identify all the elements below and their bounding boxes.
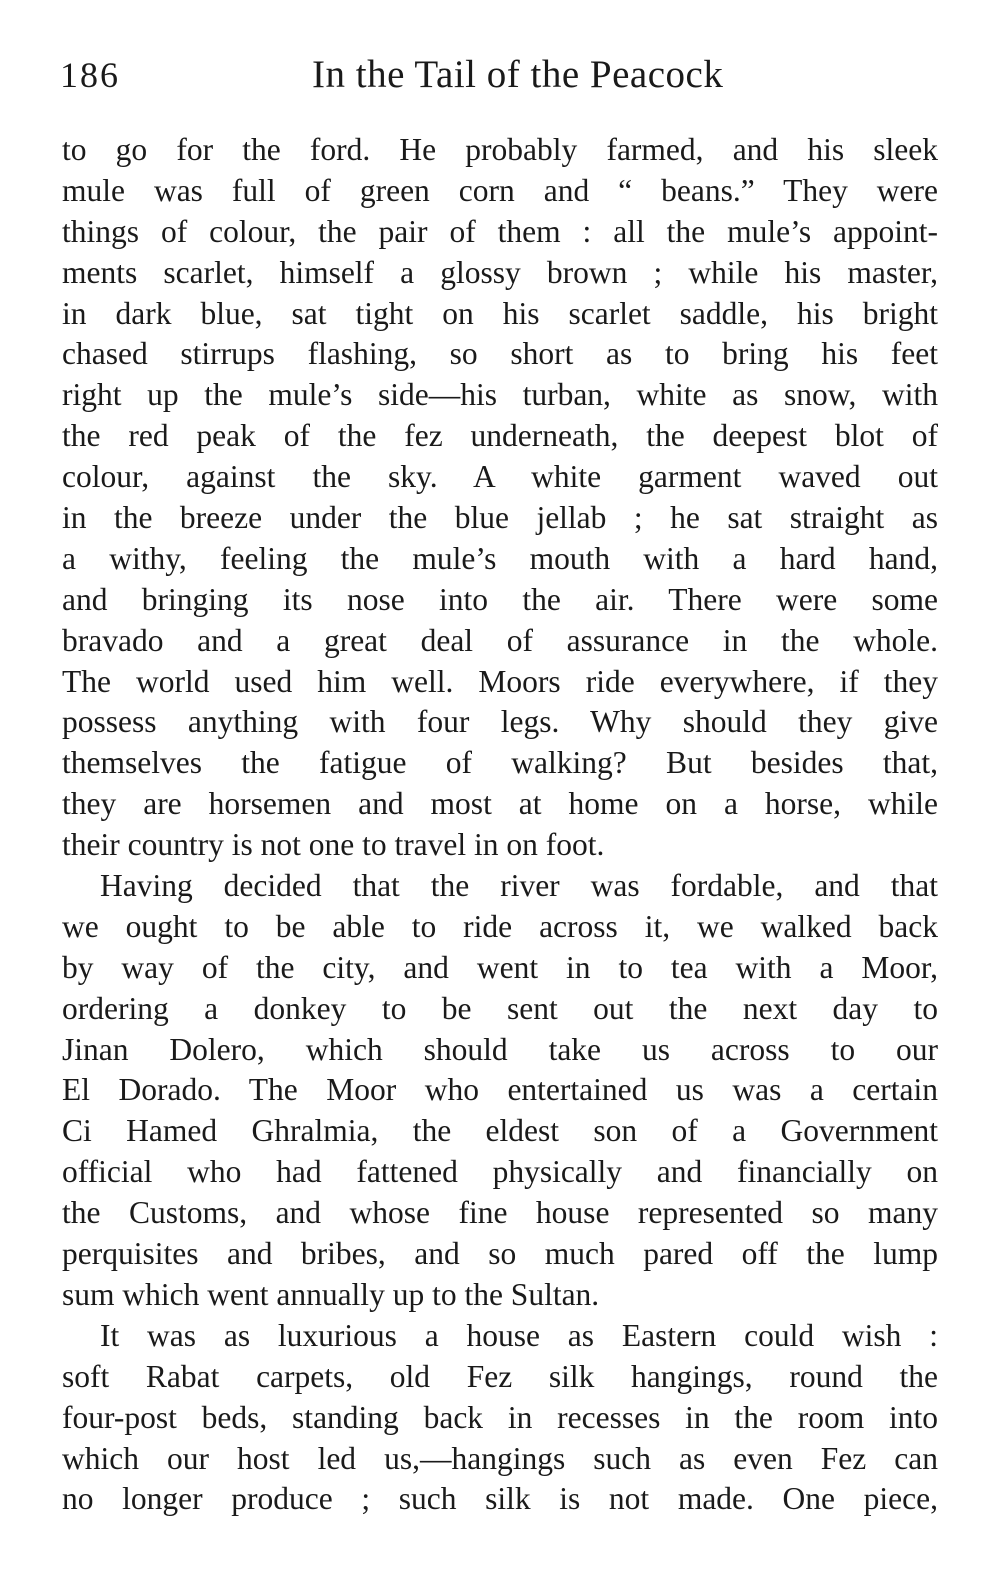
text-line: themselves the fatigue of walking? But besides that, [62,745,938,781]
text-line: which our host led us,—hangings such as even Fez can [62,1440,938,1476]
running-title: In the Tail of the Peacock [312,53,724,96]
body-text [62,130,938,1520]
text-line: right up the mule’s side—his turban, white as snow, with [62,377,938,413]
text-line: we ought to be able to ride across it, we walked back [62,908,938,944]
text-line: Ci Hamed Ghralmia, the eldest son of a Government [62,1113,938,1149]
text-line: ordering a donkey to be sent out the next day to [62,990,938,1026]
text-line: their country is not one to travel in on foot. [62,827,605,863]
text-line: the Customs, and whose fine house represented so many [62,1195,938,1231]
text-line: It was as luxurious a house as Eastern could wish : [100,1317,938,1353]
text-line: to go for the ford. He probably farmed, and his sleek [62,132,938,167]
text-line: possess anything with four legs. Why should they give [62,704,938,740]
text-line: El Dorado. The Moor who entertained us was a certain [62,1072,938,1108]
text-line: official who had fattened physically and financially on [62,1154,938,1190]
page-header [56,48,944,104]
text-line: bravado and a great deal of assurance in the whole. [62,622,938,658]
text-line: no longer produce ; such silk is not made. One piece, [62,1481,938,1517]
text-line: by way of the city, and went in to tea with a Moor, [62,949,938,985]
text-line: Jinan Dolero, which should take us across to our [62,1031,938,1067]
text-line: and bringing its nose into the air. There were some [62,581,938,617]
text-line: a withy, feeling the mule’s mouth with a hard hand, [62,540,938,576]
text-line: in the breeze under the blue jellab ; he sat straight as [62,500,938,536]
text-line: soft Rabat carpets, old Fez silk hangings, round the [62,1358,938,1394]
text-line: chased stirrups flashing, so short as to bring his feet [62,336,938,372]
text-line: in dark blue, sat tight on his scarlet saddle, his bright [62,295,938,331]
text-line: four-post beds, standing back in recesses in the room into [62,1399,938,1435]
page-number: 186 [60,55,120,95]
text-line: things of colour, the pair of them : all the mule’s appoint- [62,213,938,249]
text-line: the red peak of the fez underneath, the deepest blot of [62,418,938,454]
text-line: they are horsemen and most at home on a horse, while [62,786,938,822]
text-line: Having decided that the river was fordable, and that [100,868,938,904]
text-line: sum which went annually up to the Sultan. [62,1276,600,1312]
text-line: ments scarlet, himself a glossy brown ; while his master, [62,254,938,290]
text-line: The world used him well. Moors ride everywhere, if they [62,663,938,699]
text-line: colour, against the sky. A white garment waved out [62,459,938,495]
text-line: mule was full of green corn and “ beans.” They were [62,172,938,208]
text-line: perquisites and bribes, and so much pared off the lump [62,1236,938,1272]
